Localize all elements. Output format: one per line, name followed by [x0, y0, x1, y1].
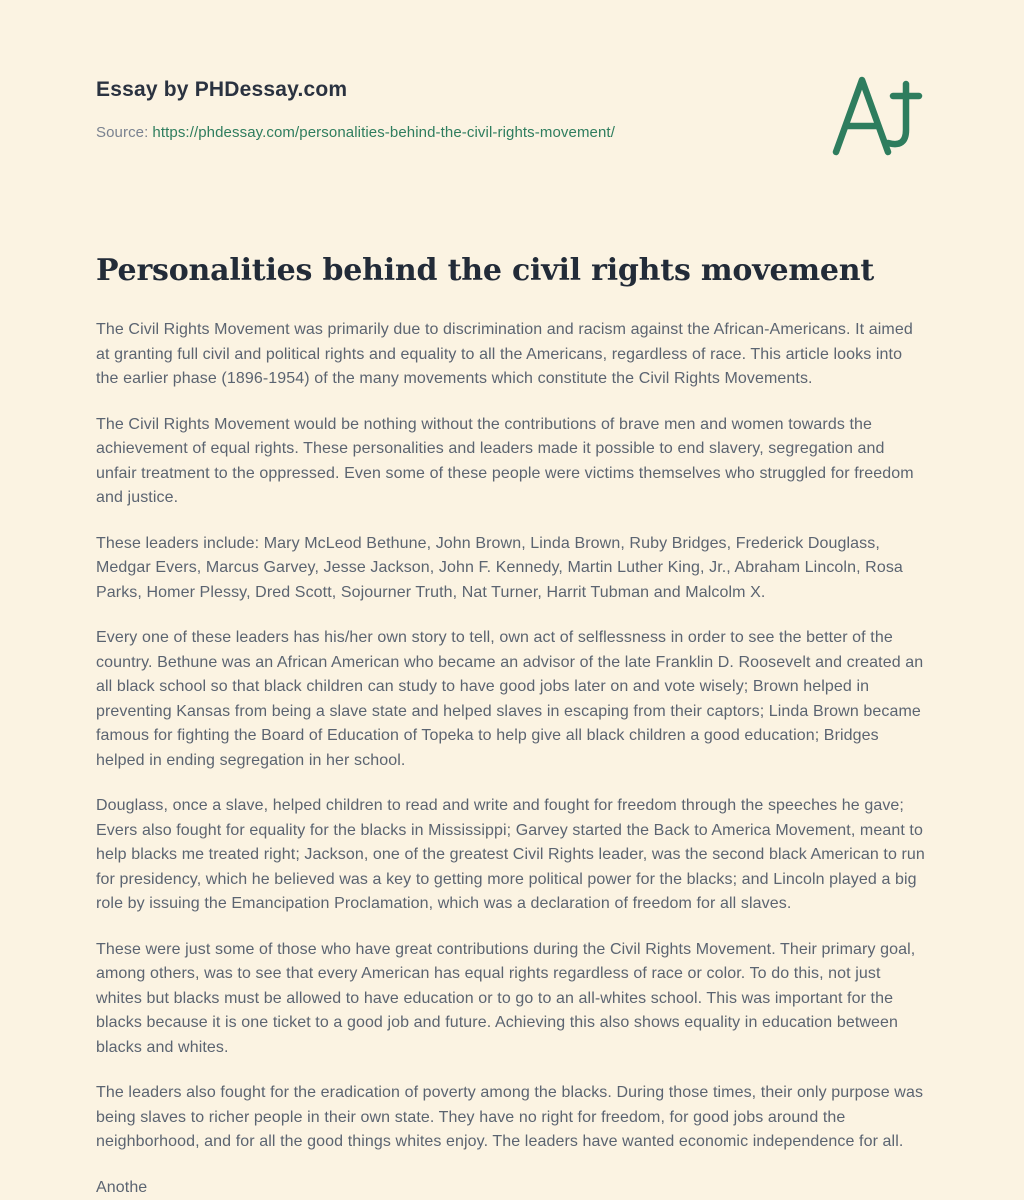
essay-paragraph-4: Every one of these leaders has his/her own story to tell, own act of selflessness in order to see the better of the country. Bethune was an African American who became an advisor of the late Franklin D. Roosevelt and created an all black school so that black children can study to have good jobs later on and vote wisely; Brown helped in preventing Kansas from being a slave state and helped slaves in escaping from their captors; Linda Brown became famous for fighting the Board of Education of Topeka to help give all black children a good education; Bridges helped in ending segregation in her school.: [96, 626, 928, 773]
essay-byline: Essay by PHDessay.com: [96, 78, 615, 102]
source-line: [96, 124, 615, 141]
source-url-link[interactable]: https://phdessay.com/personalities-behind-the-civil-rights-movement/: [152, 124, 615, 141]
phdessay-logo-icon: [830, 72, 926, 165]
essay-paragraph-7: The leaders also fought for the eradication of poverty among the blacks. During those times, their only purpose was being slaves to richer people in their own state. They have no right for freedom, for good jobs around the neighborhood, and for all the good things whites enjoy. The leaders have wanted economic independence for all.: [96, 1081, 928, 1155]
essay-paragraph-2: The Civil Rights Movement would be nothing without the contributions of brave men and women towards the achievement of equal rights. These personalities and leaders made it possible to end slavery, segregation and unfair treatment to the oppressed. Even some of these people were victims themselves who struggled for freedom and justice.: [96, 413, 928, 511]
source-label: Source:: [96, 124, 148, 141]
essay-title: Personalities behind the civil rights movement: [96, 253, 928, 288]
page-header: [96, 78, 928, 165]
essay-paragraph-6: These were just some of those who have great contributions during the Civil Rights Movement. Their primary goal, among others, was to see that every American has equal rights regardless of race or color. To do this, not just whites but blacks must be allowed to have education or to go to an all-whites school. This was important for the blacks because it is one ticket to a good job and future. Achieving this also shows equality in education between blacks and whites.: [96, 938, 928, 1061]
header-text-block: [96, 78, 615, 141]
essay-paragraph-5: Douglass, once a slave, helped children to read and write and fought for freedom through the speeches he gave; Evers also fought for equality for the blacks in Mississippi; Garvey started the Back to America Movement, meant to help blacks me treated right; Jackson, one of the greatest Civil Rights leader, was the second black American to run for presidency, which he believed was a key to getting more political power for the blacks; and Lincoln played a big role by issuing the Emancipation Proclamation, which was a declaration of freedom for all slaves.: [96, 794, 928, 917]
essay-paragraph-1: The Civil Rights Movement was primarily due to discrimination and racism against the African-Americans. It aimed at granting full civil and political rights and equality to all the Americans, regardless of race. This article looks into the earlier phase (1896-1954) of the many movements which constitute the Civil Rights Movements.: [96, 318, 928, 392]
essay-page: [96, 0, 928, 1200]
essay-paragraph-8-partial: Anothe: [96, 1176, 928, 1200]
essay-paragraph-3: These leaders include: Mary McLeod Bethune, John Brown, Linda Brown, Ruby Bridges, Frederick Douglass, Medgar Evers, Marcus Garvey, Jesse Jackson, John F. Kennedy, Martin Luther King, Jr., Abraham Lincoln, Rosa Parks, Homer Plessy, Dred Scott, Sojourner Truth, Nat Turner, Harrit Tubman and Malcolm X.: [96, 532, 928, 606]
